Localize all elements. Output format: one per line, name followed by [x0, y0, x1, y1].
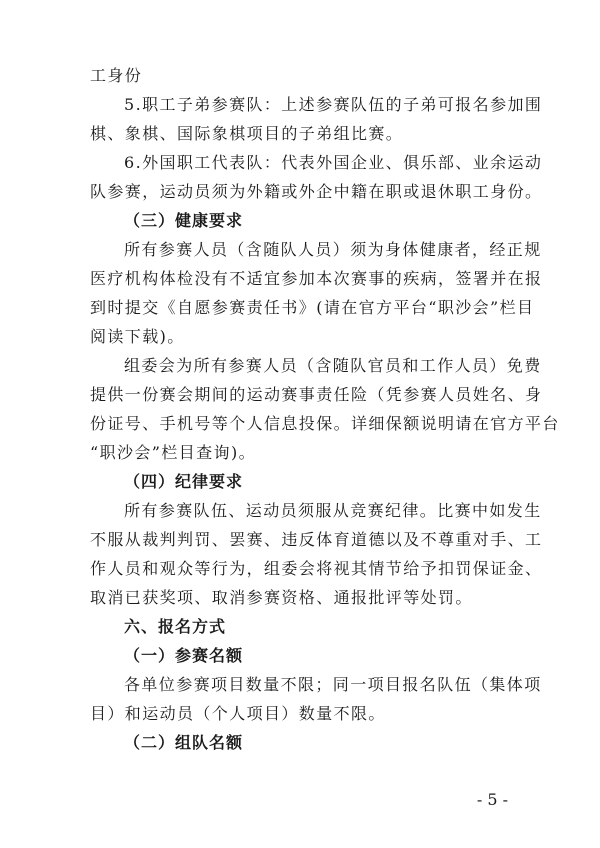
paragraph-line: 目）和运动员（个人项目）数量不限。	[90, 704, 386, 723]
paragraph-line: 队参赛，运动员须为外籍或外企中籍在职或退休职工身份。	[90, 182, 543, 201]
paragraph-line: 各单位参赛项目数量不限；同一项目报名队伍（集体项	[124, 675, 542, 694]
paragraph-line: 5.职工子弟参赛队：上述参赛队伍的子弟可报名参加围	[124, 95, 543, 114]
paragraph-line: 到时提交《自愿参赛责任书》(请在官方平台“职沙会”栏目	[90, 298, 535, 317]
section-heading-team-quota: （二）组队名额	[124, 733, 244, 752]
paragraph-line: 棋、象棋、国际象棋项目的子弟组比赛。	[90, 124, 404, 143]
paragraph-line: 份证号、手机号等个人信息投保。详细保额说明请在官方平台	[90, 414, 560, 433]
paragraph-line: 提供一份赛会期间的运动赛事责任险（凭参赛人员姓名、身	[90, 385, 543, 404]
paragraph-line: 组委会为所有参赛人员（含随队官员和工作人员）免费	[124, 356, 542, 375]
section-heading-quota: （一）参赛名额	[124, 646, 244, 665]
paragraph-line: 所有参赛队伍、运动员须服从竞赛纪律。比赛中如发生	[124, 501, 542, 520]
section-heading-health: （三）健康要求	[124, 211, 244, 230]
paragraph-line: 医疗机构体检没有不适宜参加本次赛事的疾病，签署并在报	[90, 269, 543, 288]
paragraph-line: 所有参赛人员（含随队人员）须为身体健康者，经正规	[124, 240, 542, 259]
section-heading-registration: 六、报名方式	[124, 617, 227, 636]
paragraph-line: 阅读下载)。	[90, 327, 185, 346]
paragraph-line: “职沙会”栏目查询)。	[90, 443, 257, 462]
section-heading-discipline: （四）纪律要求	[124, 472, 244, 491]
paragraph-line: 取消已获奖项、取消参赛资格、通报批评等处罚。	[90, 588, 473, 607]
paragraph-line: 工身份	[90, 66, 143, 85]
paragraph-line: 不服从裁判判罚、罢赛、违反体育道德以及不尊重对手、工	[90, 530, 543, 549]
paragraph-line: 作人员和观众等行为，组委会将视其情节给予扣罚保证金、	[90, 559, 543, 578]
page-number: - 5 -	[476, 790, 508, 809]
paragraph-line: 6.外国职工代表队：代表外国企业、俱乐部、业余运动	[124, 153, 543, 172]
